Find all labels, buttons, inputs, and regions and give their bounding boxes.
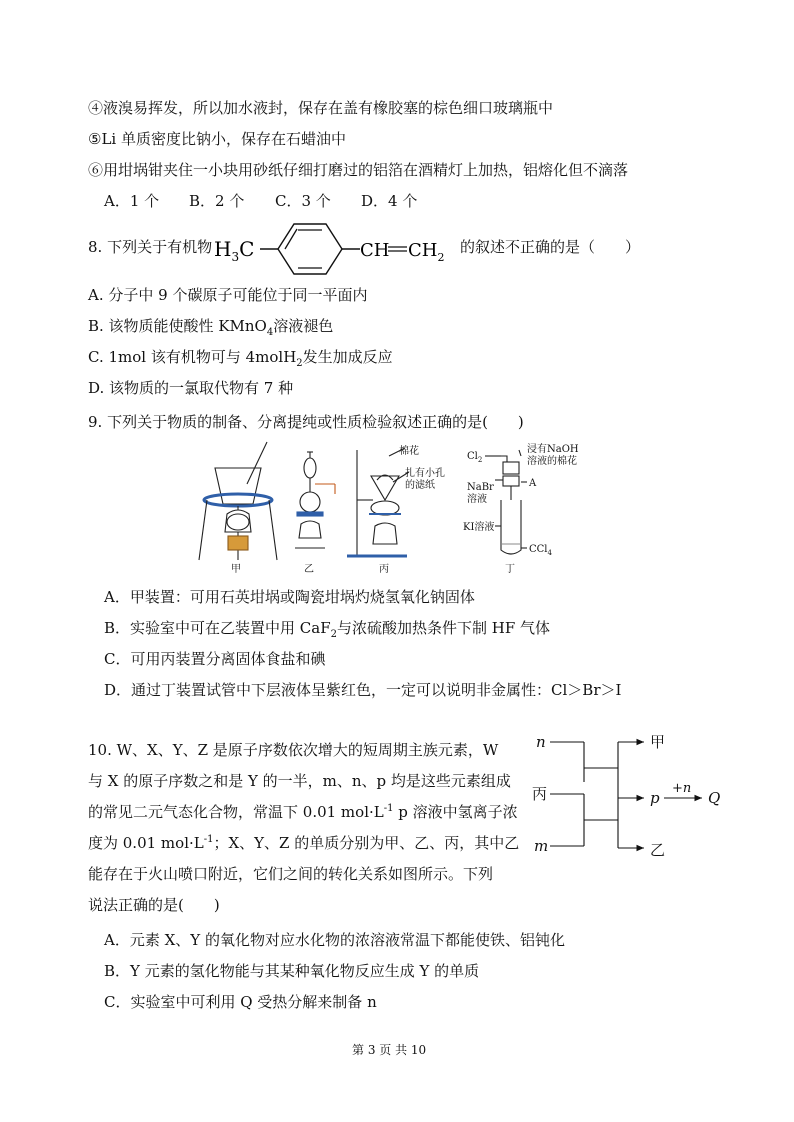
label-cl2: $Cl_2$	[467, 451, 483, 464]
benzene-ring	[278, 224, 342, 274]
q10-stem-line-4: 度为 0.01 $mol\cdot L^{-1}$；X、Y、Z 的单质分别为甲、乙、丙，其中乙	[88, 834, 520, 852]
node-q: Q	[708, 789, 721, 807]
label-a: A	[529, 478, 537, 489]
label-bing: 丙	[379, 564, 389, 575]
label-naoh-1: 浸有NaOH	[527, 444, 579, 455]
q10-stem-line-6: 说法正确的是( )	[88, 896, 220, 914]
q8-structure-formula	[210, 218, 450, 280]
q7-statement-4: ④液溴易挥发，所以加水液封，保存在盖有橡胶塞的棕色细口玻璃瓶中	[88, 99, 554, 117]
label-nabr-2: 溶液	[467, 494, 487, 505]
page-footer: 第 3 页 共 10	[352, 1043, 427, 1057]
q7-statement-6: ⑥用坩埚钳夹住一小块用砂纸仔细打磨过的铝箔在酒精灯上加热，铝熔化但不滴落	[88, 161, 629, 179]
q10-conversion-diagram	[528, 728, 734, 858]
q10-option-a: A．元素 X、Y 的氧化物对应水化物的浓溶液常温下都能使铁、铝钝化	[104, 931, 565, 949]
label-kong-1: 扎有小孔	[405, 468, 445, 479]
label-kong-2: 的滤纸	[405, 480, 435, 491]
q10-option-b: B．Y 元素的氢化物能与其某种氧化物反应生成 Y 的单质	[104, 962, 480, 980]
apparatus-ding	[485, 450, 527, 554]
node-bing: 丙	[532, 785, 548, 803]
q9-apparatus-figure	[195, 440, 595, 578]
q10-option-c: C．实验室中可利用 Q 受热分解来制备 n	[104, 993, 377, 1011]
q10-stem-line-1: 10. W、X、Y、Z 是原子序数依次增大的短周期主族元素，W	[88, 741, 499, 759]
label-ding: 丁	[505, 564, 515, 575]
node-m: m	[534, 837, 549, 855]
q8-option-b: B. 该物质能使酸性 KMnO$_4$溶液褪色	[88, 317, 334, 338]
q8-option-a: A. 分子中 9 个碳原子可能位于同一平面内	[88, 286, 368, 304]
label-ki: KI溶液	[463, 522, 495, 533]
q9-option-a: A．甲装置：可用石英坩埚或陶瓷坩埚灼烧氢氧化钠固体	[104, 588, 475, 606]
apparatus-jia	[199, 442, 277, 560]
formula-ch: CH	[360, 240, 390, 261]
q7-statement-5: ⑤Li 单质密度比钠小，保存在石蜡油中	[88, 130, 346, 148]
q10-stem-line-3: 的常见二元气态化合物，常温下 0.01 $mol\cdot L^{-1}$ p 溶液中氢离子浓	[88, 803, 518, 821]
q7-option-c: C．3 个	[275, 192, 331, 210]
q7-option-b: B．2 个	[189, 192, 245, 210]
node-n: n	[536, 733, 546, 751]
q8-option-c: C. 1mol 该有机物可与 4molH$_2$发生加成反应	[88, 348, 393, 369]
q8-stem-prefix: 8. 下列关于有机物	[88, 238, 213, 256]
node-yi: 乙	[650, 841, 666, 858]
label-plus-n: +n	[672, 781, 692, 796]
q8-stem-suffix: 的叙述不正确的是（ ）	[460, 238, 641, 256]
label-jia: 甲	[231, 564, 241, 575]
formula-h3c: $H_3C$	[214, 237, 255, 264]
label-ccl4: CCl$_4$	[529, 544, 552, 557]
node-jia: 甲	[650, 733, 666, 751]
q9-option-b: B．实验室中可在乙装置中用 CaF$_2$与浓硫酸加热条件下制 HF 气体	[104, 619, 551, 640]
label-naoh-2: 溶液的棉花	[527, 456, 577, 467]
q8-option-d: D. 该物质的一氯取代物有 7 种	[88, 379, 294, 397]
q9-option-d: D．通过丁装置试管中下层液体呈紫红色，一定可以说明非金属性：Cl＞Br＞I	[104, 681, 622, 699]
q10-stem-line-5: 能存在于火山喷口附近，它们之间的转化关系如图所示。下列	[88, 865, 494, 883]
label-nabr-1: NaBr	[467, 482, 494, 493]
formula-ch2: $CH_2$	[408, 240, 445, 264]
apparatus-yi	[295, 452, 335, 548]
label-mianhua: 棉花	[399, 446, 419, 457]
q9-stem: 9. 下列关于物质的制备、分离提纯或性质检验叙述正确的是( )	[88, 413, 524, 431]
q9-option-c: C．可用丙装置分离固体食盐和碘	[104, 650, 326, 668]
q7-option-a: A．1 个	[104, 192, 160, 210]
apparatus-bing	[347, 448, 409, 556]
q10-stem-line-2: 与 X 的原子序数之和是 Y 的一半，m、n、p 均是这些元素组成	[88, 772, 511, 790]
label-yi: 乙	[304, 564, 314, 575]
q7-option-d: D．4 个	[361, 192, 418, 210]
node-p: p	[650, 789, 660, 807]
